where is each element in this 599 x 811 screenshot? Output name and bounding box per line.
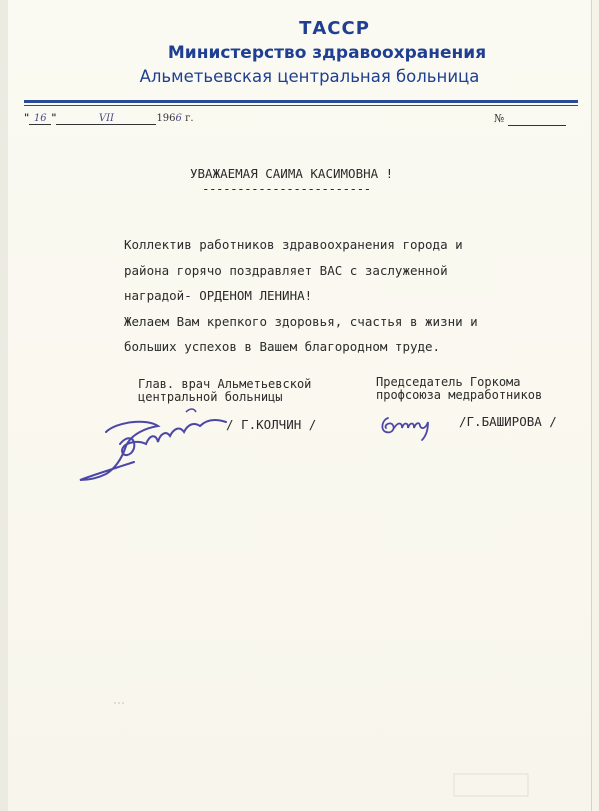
- date-open-quote: ": [24, 113, 30, 124]
- letterhead: [0, 18, 599, 86]
- body-line: больших успехов в Вашем благородном труде.: [124, 339, 441, 354]
- signatory-left-title: [138, 378, 311, 404]
- signatory-left-title-line2: центральной больницы: [138, 390, 283, 404]
- signatory-left-name: / Г.КОЛЧИН /: [226, 417, 317, 432]
- date-line: [24, 113, 194, 125]
- date-year-prefix: 196: [156, 113, 176, 124]
- letter-body: [124, 232, 544, 360]
- signatory-right-title: [376, 376, 542, 402]
- letterhead-rule-thick: [24, 100, 578, 103]
- letterhead-hospital: Альметьевская центральная больница: [139, 67, 480, 86]
- letterhead-rule-thin: [24, 105, 578, 106]
- number-label: №: [494, 112, 505, 125]
- scan-edge: [0, 0, 8, 811]
- date-year-digit: 6: [175, 113, 182, 124]
- date-year-suffix: г.: [185, 113, 194, 124]
- faint-stamp-trace: [452, 770, 532, 800]
- faint-mark: [113, 700, 127, 706]
- handwritten-signature-left: [76, 404, 236, 488]
- body-line: района горячо поздравляет ВАС с заслуженной: [124, 262, 448, 278]
- body-line: Желаем Вам крепкого здоровья, счастья в жизни и: [124, 313, 478, 329]
- handwritten-signature-right: [378, 410, 438, 442]
- signatory-left-title-line1: Глав. врач Альметьевской: [138, 377, 312, 391]
- date-close-quote: ": [51, 113, 57, 124]
- date-day: 16: [33, 113, 47, 124]
- document-number: [494, 112, 566, 126]
- salutation: УВАЖАЕМАЯ САИМА КАСИМОВНА !: [190, 166, 394, 181]
- body-line: Коллектив работников здравоохранения города и: [124, 237, 463, 252]
- letterhead-ministry: Министерство здравоохранения: [167, 43, 487, 63]
- letterhead-republic: ТАССР: [299, 18, 370, 39]
- body-line: наградой- ОРДЕНОМ ЛЕНИНА!: [124, 288, 313, 303]
- salutation-underline: ------------------------: [202, 181, 371, 196]
- signatory-right-title-line2: профсоюза медработников: [376, 388, 543, 402]
- signatory-right-title-line1: Председатель Горкома: [376, 375, 521, 389]
- date-month: VII: [98, 113, 114, 124]
- signatory-right-name: /Г.БАШИРОВА /: [459, 414, 557, 429]
